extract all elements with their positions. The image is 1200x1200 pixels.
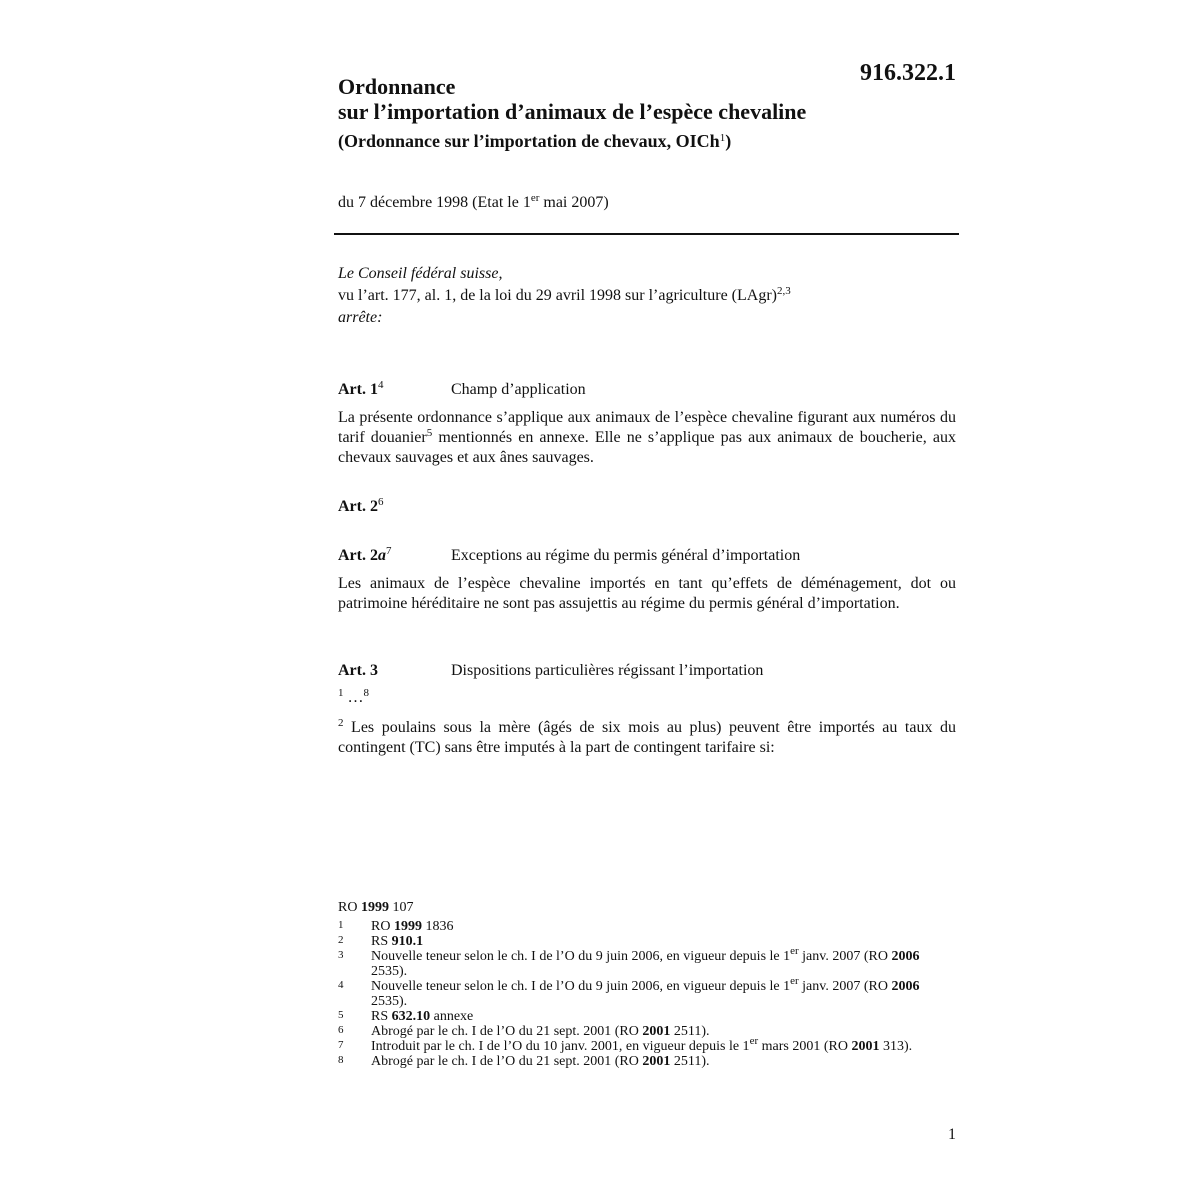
header-divider: [334, 233, 959, 235]
footnote-ref-2-3[interactable]: 2,3: [777, 285, 791, 297]
footnote-item: [338, 975, 958, 1009]
footnote-mark: 8: [338, 1054, 344, 1066]
subtitle-close: ): [725, 131, 732, 151]
footnote-mark: 2: [338, 934, 344, 946]
footnote-bold: 1999: [393, 919, 422, 934]
footnote-text: [371, 945, 958, 979]
footnote-text: [371, 1054, 958, 1069]
article-3-number: Art. 3: [338, 662, 378, 679]
title-line-2: sur l’importation d’animaux de l’espèce chevaline: [338, 99, 807, 124]
article-2-label: Art. 2: [338, 498, 378, 515]
article-1-number: [338, 380, 383, 400]
footnote-ref-7[interactable]: 7: [385, 545, 392, 557]
footnote-item: [338, 919, 958, 934]
article-3-title: Dispositions particulières régissant l’importation: [451, 662, 764, 679]
footnote-pre: RS: [371, 934, 392, 949]
footnote-mark: 4: [338, 979, 344, 991]
article-2a-body: Les animaux de l’espèce chevaline importés en tant qu’effets de déménagement, dot ou patrimoine héréditaire ne sont pas assujettis au régime du permis général d’importation.: [338, 575, 956, 612]
footnote-pre: RS: [371, 1009, 392, 1024]
preamble-decree: arrête:: [338, 309, 383, 326]
article-3-para-1: [338, 688, 956, 708]
footnote-post: 313).: [879, 1039, 913, 1054]
footnote-mark: 1: [338, 919, 344, 931]
footnote-bold: 2001: [642, 1054, 671, 1069]
article-2-heading: [338, 497, 958, 519]
article-2a-suffix: a: [377, 547, 386, 564]
subtitle-text: (Ordonnance sur l’importation de chevaux, OICh: [338, 131, 720, 151]
footnote-bold: 2001: [851, 1039, 880, 1054]
date-text: du 7 décembre 1998 (Etat le 1: [338, 194, 531, 211]
footnote-mark: 7: [338, 1039, 344, 1051]
footnote-sup: er: [749, 1035, 759, 1047]
footnote-item: [338, 1009, 958, 1024]
footnote-pre: RO: [371, 919, 394, 934]
article-3-heading: [338, 661, 958, 683]
footnote-ref-1[interactable]: 1: [719, 132, 726, 144]
footnote-text: [371, 934, 958, 949]
footnote-bold: 2006: [891, 949, 920, 964]
footnote-pre: Nouvelle teneur selon le ch. I de l’O du 9 juin 2006, en vigueur depuis le 1: [371, 949, 791, 964]
footnote-text: [371, 1035, 958, 1054]
footnote-post: 2511).: [670, 1054, 710, 1069]
article-2a-label: Art. 2: [338, 547, 378, 564]
sr-number: 916.322.1: [860, 60, 956, 86]
footnote-mid: janv. 2007 (RO: [798, 949, 892, 964]
article-2a-heading: [338, 546, 958, 568]
footnote-post: 2535).: [371, 964, 408, 979]
ro-prefix: RO: [338, 900, 358, 915]
article-3-para-2: [338, 718, 956, 758]
footnote-text: [371, 1009, 958, 1024]
document-title: [338, 74, 958, 124]
footnote-post: 2511).: [670, 1024, 710, 1039]
footnote-bold: 2001: [642, 1024, 671, 1039]
preamble-authority: Le Conseil fédéral suisse,: [338, 265, 503, 282]
title-line-1: Ordonnance: [338, 74, 456, 99]
article-1-body: [338, 408, 956, 468]
ro-year: 1999: [360, 900, 389, 915]
para-2-text: Les poulains sous la mère (âgés de six mois au plus) peuvent être importés au taux du contingent (TC) sans être imputés à la part de contingent tarifaire si:: [338, 719, 957, 756]
ro-page: 107: [392, 900, 414, 915]
footnote-bold: 910.1: [391, 934, 424, 949]
footnote-list: [338, 919, 958, 1069]
para-1-text: …: [347, 689, 364, 706]
footnote-bold: 632.10: [391, 1009, 431, 1024]
footnote-text: [371, 975, 958, 1009]
footnote-pre: Abrogé par le ch. I de l’O du 21 sept. 2001 (RO: [371, 1054, 643, 1069]
footnote-item: [338, 945, 958, 979]
footnote-ref-4[interactable]: 4: [377, 379, 384, 391]
preamble: [338, 264, 958, 330]
date-ordinal: er: [530, 192, 540, 204]
article-1-title: Champ d’application: [451, 381, 586, 398]
footnote-mid: mars 2001 (RO: [758, 1039, 852, 1054]
footnote-post: 2535).: [371, 994, 408, 1009]
article-2a-title: Exceptions au régime du permis général d’importation: [451, 547, 801, 564]
footnote-ref-6[interactable]: 6: [377, 496, 384, 508]
footnote-item: [338, 1054, 958, 1069]
footnote-mark: 5: [338, 1009, 344, 1021]
article-1-body-text-end: mentionnés en annexe. Elle ne s’applique pas aux animaux de boucherie, aux chevaux sauvages et aux ânes sauvages.: [338, 429, 956, 466]
ro-reference: [338, 900, 958, 915]
footnote-item: [338, 1024, 958, 1039]
article-2a-number: [338, 546, 391, 566]
para-1-number: 1: [338, 687, 344, 699]
footnote-ref-5[interactable]: 5: [426, 427, 433, 439]
article-1-heading: [338, 380, 958, 402]
footnote-post: 1836: [421, 919, 454, 934]
date-text-end: mai 2007): [539, 194, 609, 211]
preamble-basis-text: vu l’art. 177, al. 1, de la loi du 29 avril 1998 sur l’agriculture (LAgr): [338, 287, 777, 304]
footnote-sup: er: [790, 975, 799, 987]
footnote-text: [371, 1024, 958, 1039]
footnote-mark: 3: [338, 949, 344, 961]
footnote-item: [338, 1035, 958, 1054]
footnote-pre: Nouvelle teneur selon le ch. I de l’O du 9 juin 2006, en vigueur depuis le 1: [371, 979, 791, 994]
footnote-mark: 6: [338, 1024, 344, 1036]
footnotes: [338, 900, 958, 1069]
article-2-number: [338, 497, 383, 517]
article-1-body-text: La présente ordonnance s’applique aux animaux de l’espèce chevaline figurant aux numéros du tarif douanier: [338, 409, 956, 446]
footnote-pre: Abrogé par le ch. I de l’O du 21 sept. 2001 (RO: [371, 1024, 643, 1039]
preamble-basis: [338, 286, 958, 306]
article-1-label: Art. 1: [338, 381, 378, 398]
document-date: [338, 193, 958, 213]
footnote-ref-8[interactable]: 8: [363, 687, 369, 699]
para-2-number: 2: [338, 717, 344, 729]
footnote-bold: 2006: [891, 979, 920, 994]
footnote-sup: er: [790, 945, 799, 957]
page-number: 1: [948, 1126, 956, 1143]
footnote-text: [371, 919, 958, 934]
footnote-post: annexe: [430, 1009, 474, 1024]
footnote-mid: janv. 2007 (RO: [798, 979, 892, 994]
footnote-pre: Introduit par le ch. I de l’O du 10 janv. 2001, en vigueur depuis le 1: [371, 1039, 750, 1054]
document-subtitle: [338, 130, 958, 152]
footnote-item: [338, 934, 958, 949]
